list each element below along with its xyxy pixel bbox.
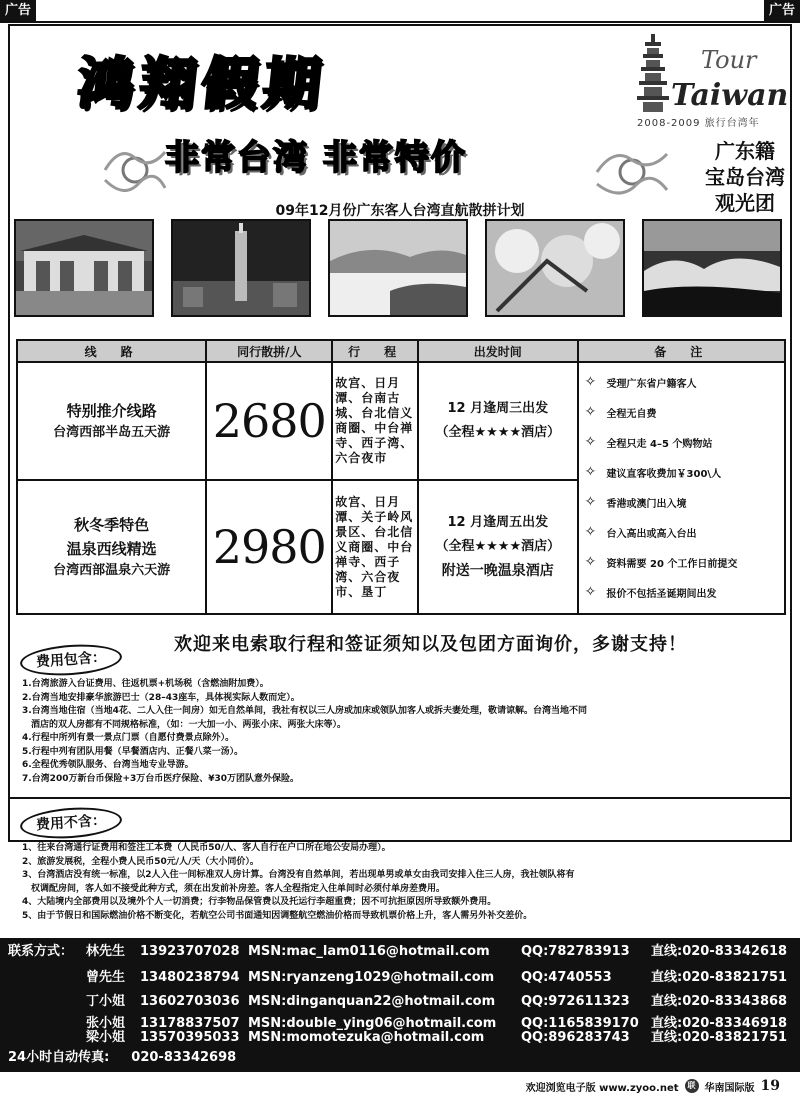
contact-name: 张小姐: [86, 1016, 126, 1031]
contact-phone: 13923707028: [140, 944, 240, 959]
remark-item: [585, 547, 778, 577]
publisher-logo-icon: 联: [685, 1079, 699, 1093]
contact-direct-line: 直线:020-83343868: [651, 994, 788, 1009]
fax-label: 24小时自动传真:: [8, 1050, 110, 1065]
page-footer: [526, 1078, 780, 1094]
contact-direct-line: 直线:020-83821751: [651, 1030, 788, 1045]
excluded-line: 权调配房间，客人如不接受此种方式，须在出发前补房差。客人全程指定入住单间时必须付单房差费用。: [22, 883, 446, 894]
included-line: 5.行程中列有团队用餐（早餐酒店内、正餐八菜一汤）。: [22, 746, 244, 757]
included-line: 酒店的双人房都有不同规格标准，（如：一大加一小、两张小床、两张大床等）。: [22, 719, 347, 730]
header-remarks: 备 注: [578, 340, 785, 362]
route-name-line: 特别推介线路: [66, 402, 157, 420]
departure-line: （全程★★★★酒店）: [435, 425, 561, 440]
contact-row: [0, 940, 800, 964]
contact-name: 梁小姐: [86, 1030, 126, 1045]
included-list: [22, 678, 782, 786]
remark-text: 资料需要 20 个工作日前提交: [606, 558, 738, 570]
plan-title: 09年12月份广东客人台湾直航散拼计划: [275, 203, 525, 219]
sparkle-icon: ✧: [584, 584, 597, 600]
contact-name: 林先生: [86, 944, 126, 959]
contact-block: [0, 938, 800, 1072]
side-title-line: 广东籍: [715, 139, 775, 163]
route-name-line: 温泉西线精选: [66, 540, 157, 558]
contact-msn: MSN:double_ying06@hotmail.com: [248, 1016, 497, 1031]
header-price: 同行散拼/人: [206, 340, 332, 362]
excluded-line: 2、旅游发展税，全程小费人民币50元/人/天（大小同价）。: [22, 856, 259, 867]
contact-phone: 13570395033: [140, 1030, 240, 1045]
photo-sun-moon-lake: [328, 219, 468, 317]
contact-direct-line: 直线:020-83342618: [651, 944, 788, 959]
departure-cell: [418, 480, 578, 614]
side-title-line: 观光团: [715, 191, 775, 215]
contact-row: [0, 966, 800, 990]
contact-msn: MSN:ryanzeng1029@hotmail.com: [248, 970, 495, 985]
sparkle-icon: ✧: [584, 524, 597, 540]
included-line: 4.行程中所列有景一景点门票（自愿付费景点除外）。: [22, 733, 235, 743]
contact-row: [0, 990, 800, 1014]
excluded-badge: 费用不含：: [19, 804, 123, 841]
brand-title: 鸿翔假期: [74, 52, 329, 117]
pagoda-icon: [635, 34, 671, 114]
remark-item: [585, 427, 778, 457]
table-header-row: [17, 340, 785, 362]
route-name-cell: [17, 480, 206, 614]
contact-msn: MSN:dinganquan22@hotmail.com: [248, 994, 496, 1009]
sparkle-icon: ✧: [584, 494, 597, 510]
sparkle-icon: ✧: [584, 404, 597, 420]
photo-sea-of-clouds: [642, 219, 782, 317]
departure-cell: [418, 362, 578, 480]
swirl-decoration-right: [592, 142, 672, 202]
remarks-cell: [578, 362, 785, 614]
remark-item: [585, 457, 778, 487]
remark-item: [585, 517, 778, 547]
contact-phone: 13602703036: [140, 994, 240, 1009]
included-line: 7.台湾200万新台币保险+3万台币医疗保险、¥30万团队意外保险。: [22, 773, 300, 784]
photo-strip: [14, 219, 786, 321]
ad-tag-right: 广告: [764, 0, 800, 22]
route-table: [16, 339, 786, 615]
remark-text: 全程只走 4–5 个购物站: [606, 438, 713, 450]
ad-tag-left: 广告: [0, 0, 36, 22]
tour-taiwan-logo: [635, 34, 789, 134]
sparkle-icon: ✧: [584, 434, 597, 450]
departure-line: 附送一晚温泉酒店: [441, 563, 554, 579]
tour-years: 2008-2009 旅行台湾年: [637, 118, 760, 129]
contact-name: 丁小姐: [86, 994, 126, 1009]
contact-qq: QQ:896283743: [521, 1030, 630, 1045]
remark-text: 台入高出或高入台出: [606, 528, 697, 540]
included-line: 6.全程优秀领队服务、台湾当地专业导游。: [22, 760, 194, 770]
footer-site: 欢迎浏览电子版 www.zyoo.net: [525, 1082, 679, 1094]
included-badge: 费用包含：: [19, 641, 123, 678]
departure-line: 12 月逢周五出发: [447, 515, 549, 530]
route-name-line: 秋冬季特色: [74, 516, 150, 534]
departure-line: （全程★★★★酒店）: [435, 539, 561, 554]
remark-item: [585, 577, 778, 607]
route-name-line: 台湾西部温泉六天游: [53, 563, 171, 578]
departure-line: 12 月逢周三出发: [447, 401, 549, 416]
photo-taipei-101: [171, 219, 311, 317]
taiwan-word: Taiwan: [671, 78, 789, 113]
table-row: [17, 362, 785, 480]
price-cell: 2680: [206, 362, 332, 480]
excluded-line: 3、台湾酒店没有统一标准，以2人入住一间标准双人房计算。台湾没有自然单间，若出现单男或单女由我司安排入住三人房，我社领队将有: [22, 870, 575, 880]
slogan: 非常台湾 非常特价: [165, 138, 467, 178]
itinerary-cell: 故宫、日月潭、关子岭风景区、台北信义商圈、中台禅寺、西子湾、六合夜市、垦丁: [332, 480, 418, 614]
header-itinerary: 行 程: [332, 340, 418, 362]
welcome-line: 欢迎来电索取行程和签证须知以及包团方面询价，多谢支持！: [174, 634, 687, 655]
photo-blossoms: [485, 219, 625, 317]
page-number: 19: [760, 1078, 780, 1094]
contact-msn: MSN:mac_lam0116@hotmail.com: [248, 944, 490, 959]
contact-qq: QQ:972611323: [521, 994, 630, 1009]
included-line: 1.台湾旅游入台证费用、往返机票+机场税（含燃油附加费）。: [22, 679, 269, 689]
header-departure: 出发时间: [418, 340, 578, 362]
photo-memorial-hall: [14, 219, 154, 317]
contact-phone: 13178837507: [140, 1016, 240, 1031]
remark-text: 报价不包括圣诞期间出发: [606, 588, 717, 600]
contact-label: 联系方式：: [8, 944, 74, 959]
remark-item: [585, 487, 778, 517]
fax-line: [8, 1046, 236, 1065]
fax-number: 020-83342698: [131, 1050, 237, 1065]
included-line: 2.台湾当地安排豪华旅游巴士（28–43座车，具体视实际人数而定）。: [22, 692, 300, 703]
section-divider: [10, 797, 790, 799]
footer-publisher: 华南国际版: [704, 1082, 755, 1094]
contact-name: 曾先生: [86, 970, 126, 985]
remark-text: 受理广东省户籍客人: [606, 378, 697, 390]
side-title-line: 宝岛台湾: [705, 165, 785, 189]
sparkle-icon: ✧: [584, 554, 597, 570]
route-name-cell: [17, 362, 206, 480]
contact-qq: QQ:782783913: [521, 944, 630, 959]
contact-qq: QQ:1165839170: [521, 1016, 639, 1031]
remark-text: 全程无自费: [606, 408, 657, 420]
included-line: 3.台湾当地住宿（当地4花、二人入住一间房）如无自然单间，我社有权以三人房或加床或领队加客人或拆夫妻处理，敬请谅解。台湾当地不同: [22, 706, 587, 716]
excluded-line: 4、大陆境内全部费用以及境外个人一切消费；行李物品保管费以及托运行李超重费；因不可抗拒原因所导致额外费用。: [22, 897, 497, 907]
header-route: 线 路: [17, 340, 206, 362]
tour-word: Tour: [701, 46, 757, 74]
remark-text: 建议直客收费加￥300\人: [606, 468, 722, 480]
price-cell: 2980: [206, 480, 332, 614]
remark-text: 香港或澳门出入境: [606, 498, 687, 510]
sparkle-icon: ✧: [584, 464, 597, 480]
contact-direct-line: 直线:020-83821751: [651, 970, 788, 985]
excluded-line: 5、由于节假日和国际燃油价格不断变化，若航空公司书面通知因调整航空燃油价格而导致机票价格上升，客人需另外补交差价。: [22, 910, 533, 921]
swirl-decoration-left: [100, 140, 170, 200]
contact-msn: MSN:momotezuka@hotmail.com: [248, 1030, 485, 1045]
contact-qq: QQ:4740553: [521, 970, 612, 985]
excluded-line: 1、往来台湾通行证费用和签注工本费（人民币50/人、客人自行在户口所在地公安局办理）。: [22, 843, 391, 853]
contact-direct-line: 直线:020-83346918: [651, 1016, 788, 1031]
remark-item: [585, 367, 778, 397]
route-name-line: 台湾西部半岛五天游: [53, 425, 171, 440]
itinerary-cell: 故宫、日月潭、台南古城、台北信义商圈、中台禅寺、西子湾、六合夜市: [332, 362, 418, 480]
top-rule: [0, 21, 800, 23]
contact-phone: 13480238794: [140, 970, 240, 985]
remark-item: [585, 397, 778, 427]
excluded-list: [22, 842, 782, 923]
sparkle-icon: ✧: [584, 374, 597, 390]
